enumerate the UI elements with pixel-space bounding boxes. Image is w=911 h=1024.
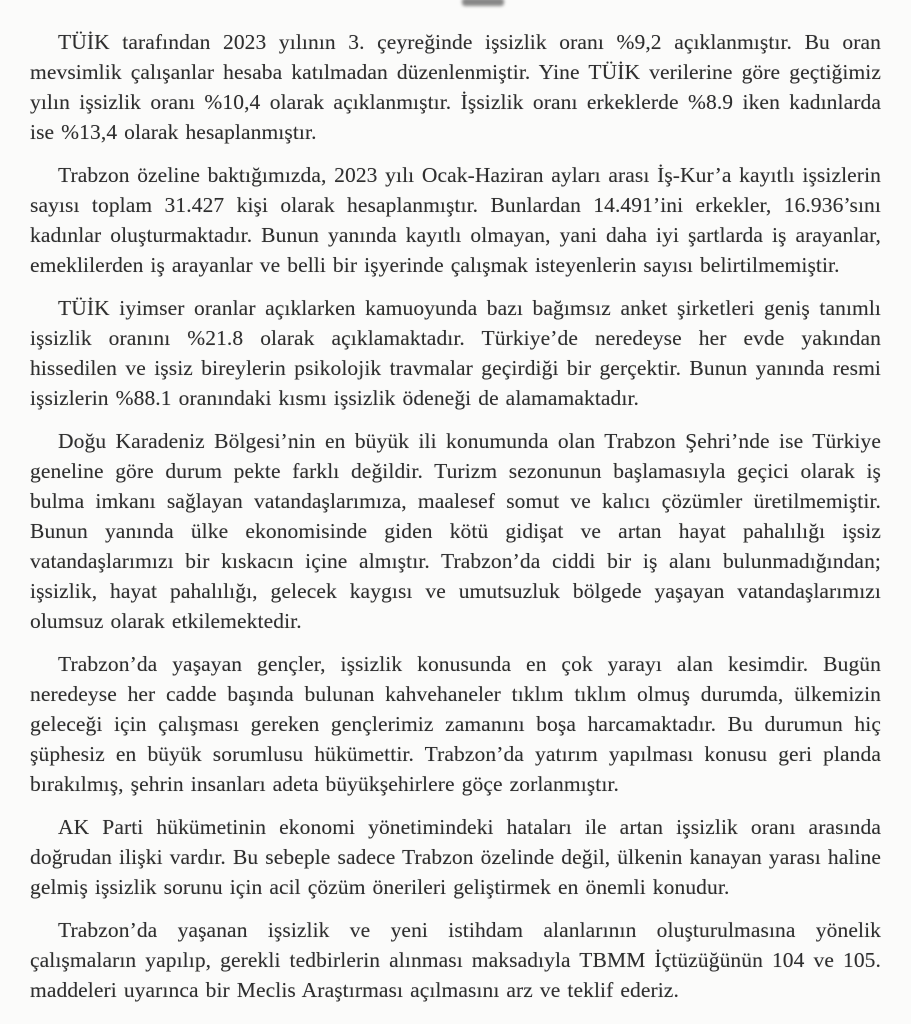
paragraph-trabzon-iskur-figures: Trabzon özeline baktığımızda, 2023 yılı Ocak-Haziran ayları arası İş-Kur’a kayıtlı işsizlerin sayısı toplam 31.427 kişi olarak hesaplanmıştır. Bunlardan 14.491’ini erkekler, 16.936’sını kadınlar oluşturmaktadır. Bunun yanında kayıtlı olmayan, yani daha iyi şartlarda iş arayanlar, emeklilerden iş arayanlar ve belli bir işyerinde çalışmak isteyenlerin sayısı belirtilmemiştir. — [30, 163, 881, 277]
paragraph-parliamentary-inquiry-request: Trabzon’da yaşanan işsizlik ve yeni istihdam alanlarının oluşturulmasına yönelik çalışmaların yapılıp, gerekli tedbirlerin alınması maksadıyla TBMM İçtüzüğünün 104 ve 105. maddeleri uyarınca bir Meclis Araştırması açılmasını arz ve teklif ederiz. — [30, 918, 881, 1002]
scan-artifact-smudge — [462, 0, 504, 6]
paragraph-youth-unemployment: Trabzon’da yaşayan gençler, işsizlik konusunda en çok yarayı alan kesimdir. Bugün neredeyse her cadde başında bulunan kahvehaneler tıklım tıklım olmuş durumda, ülkemizin geleceği için çalışması gereken gençlerimiz zamanını boşa harcamaktadır. Bu durumun hiç şüphesiz en büyük sorumlusu hükümettir. Trabzon’da yatırım yapılması konusu geri planda bırakılmış, şehrin insanları adeta büyükşehirlere göçe zorlanmıştır. — [30, 652, 881, 796]
paragraph-tuik-unemployment-rates: TÜİK tarafından 2023 yılının 3. çeyreğinde işsizlik oranı %9,2 açıklanmıştır. Bu oran mevsimlik çalışanlar hesaba katılmadan düzenlenmiştir. Yine TÜİK verilerine göre geçtiğimiz yılın işsizlik oranı %10,4 olarak açıklanmıştır. İşsizlik oranı erkeklerde %8.9 iken kadınlarda ise %13,4 olarak hesaplanmıştır. — [30, 30, 881, 144]
paragraph-independent-survey-rates: TÜİK iyimser oranlar açıklarken kamuoyunda bazı bağımsız anket şirketleri geniş tanımlı işsizlik oranını %21.8 olarak açıklamaktadır. Türkiye’de neredeyse her evde yakından hissedilen ve işsiz bireylerin psikolojik travmalar geçirdiği bir gerçektir. Bunun yanında resmi işsizlerin %88.1 oranındaki kısmı işsizlik ödeneği de alamamaktadır. — [30, 296, 881, 410]
paragraph-eastern-blacksea-situation: Doğu Karadeniz Bölgesi’nin en büyük ili konumunda olan Trabzon Şehri’nde ise Türkiye geneline göre durum pekte farklı değildir. Turizm sezonunun başlamasıyla geçici olarak iş bulma imkanı sağlayan vatandaşlarımıza, maalesef somut ve kalıcı çözümler üretilmemiştir. Bunun yanında ülke ekonomisinde giden kötü gidişat ve artan hayat pahalılığı işsiz vatandaşlarımızı bir kıskacın içine almıştır. Trabzon’da ciddi bir iş alanı bulunmadığından; işsizlik, hayat pahalılığı, gelecek kaygısı ve umutsuzluk bölgede yaşayan vatandaşlarımızı olumsuz olarak etkilemektedir. — [30, 429, 881, 633]
paragraph-government-economy-criticism: AK Parti hükümetinin ekonomi yönetimindeki hataları ile artan işsizlik oranı arasında doğrudan ilişki vardır. Bu sebeple sadece Trabzon özelinde değil, ülkenin kanayan yarası haline gelmiş işsizlik sorunu için acil çözüm önerileri geliştirmek en önemli konudur. — [30, 815, 881, 899]
